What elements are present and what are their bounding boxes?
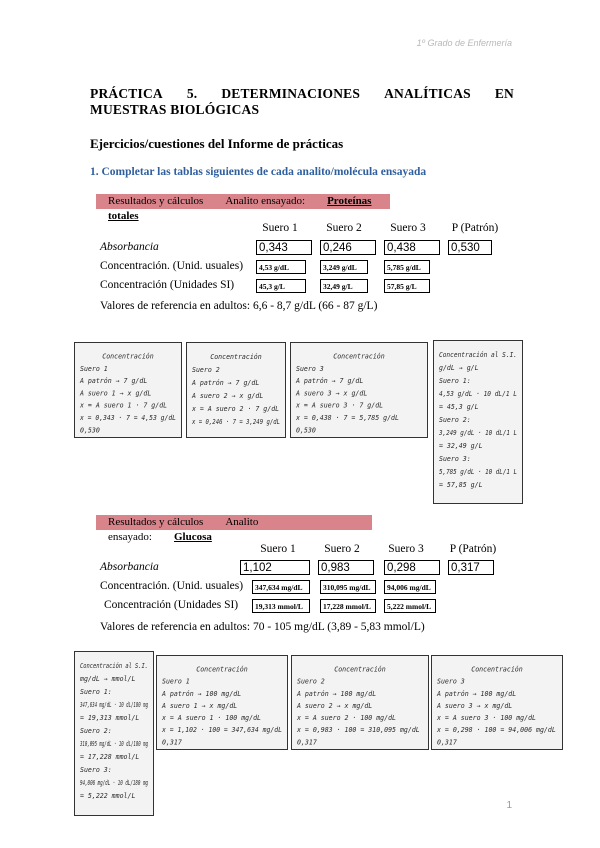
handwritten-line: Suero 3: — [439, 454, 471, 464]
handwritten-line: = 19,313 mmol/L — [80, 713, 140, 723]
handwritten-line: x = A suero 1 · 7 g/dL — [79, 400, 168, 410]
handwritten-line: x = A suero 1 · 100 mg/dL — [161, 713, 261, 723]
handwritten-line: Suero 2 — [192, 365, 220, 375]
handwritten-line: Suero 1 — [162, 676, 190, 686]
handwritten-line: Concentración — [333, 351, 385, 361]
column-header-suero-1: Suero 1 — [260, 543, 296, 555]
handwritten-note-proteinas-si — [433, 340, 523, 504]
conc-si-suero-1: 45,3 g/L — [256, 279, 306, 293]
handwritten-note-glucosa-suero-3 — [431, 655, 563, 750]
handwritten-line: x = 0,298 · 100 = 94,006 mg/dL — [436, 725, 556, 735]
handwritten-line: Concentración — [471, 664, 523, 674]
handwritten-line: 3,249 g/dL · 10 dL/1 L — [438, 428, 517, 438]
handwritten-line: A suero 3 → x mg/dL — [436, 700, 513, 710]
handwritten-line: Concentración al S.I. — [439, 350, 517, 360]
handwritten-line: 4,53 g/dL · 10 dL/1 L — [439, 389, 517, 399]
handwritten-line: A suero 2 → x g/dL — [191, 391, 264, 401]
conc-usual-suero-2: 310,095 mg/dL — [320, 580, 376, 594]
handwritten-line: Suero 2 — [297, 676, 325, 686]
title-word: ANALÍTICAS — [384, 86, 471, 101]
column-header-patron: P (Patrón) — [449, 543, 497, 555]
column-header-patron: P (Patrón) — [451, 222, 499, 234]
handwritten-line: = 17,228 mmol/L — [80, 752, 140, 762]
handwritten-line: 0,530 — [296, 425, 316, 435]
handwritten-note-proteinas-suero-1 — [74, 342, 182, 438]
question-1: 1. Completar las tablas siguientes de cada analito/molécula ensayada — [90, 166, 427, 178]
band-label: Analito ensayado: — [108, 516, 259, 543]
handwritten-line: x = 0,246 · 7 = 3,249 g/dL — [191, 417, 280, 427]
handwritten-line: Concentración — [334, 664, 386, 674]
handwritten-note-glucosa-si — [74, 651, 154, 816]
section-subtitle: Ejercicios/cuestiones del Informe de prácticas — [90, 136, 344, 151]
title-word: 5. — [186, 86, 198, 101]
handwritten-line: 94,006 mg/dL · 10 dL/180 mg — [80, 778, 149, 788]
handwritten-line: x = 0,343 · 7 = 4,53 g/dL — [79, 413, 176, 423]
conc-si-label: Concentración (Unidades SI) — [104, 599, 239, 611]
handwritten-line: Suero 1 — [80, 363, 108, 373]
absorbance-suero-1: 1,102 — [240, 560, 310, 575]
conc-si-suero-1: 19,313 mmol/L — [252, 599, 310, 613]
conc-usual-label: Concentración. (Unid. usuales) — [100, 580, 244, 592]
handwritten-line: Suero 2: — [80, 726, 112, 736]
handwritten-line: 0,317 — [297, 737, 318, 747]
results-band-glucosa — [96, 515, 372, 543]
handwritten-line: x = 1,102 · 100 = 347,634 mg/dL — [161, 725, 282, 735]
handwritten-line: 347,634 mg/dL · 10 dL/180 mg — [79, 700, 149, 710]
conc-usual-suero-2: 3,249 g/dL — [320, 260, 368, 274]
conc-si-suero-3: 5,222 mmol/L — [384, 599, 436, 613]
handwritten-line: 5,785 g/dL · 10 dL/1 L — [439, 467, 517, 477]
handwritten-note-image — [292, 656, 428, 749]
absorbance-suero-3: 0,438 — [384, 240, 440, 255]
absorbance-suero-2: 0,983 — [318, 560, 374, 575]
column-header-suero-3: Suero 3 — [390, 222, 426, 234]
handwritten-line: Concentración — [102, 351, 154, 361]
handwritten-line: A patrón → 7 g/dL — [191, 378, 260, 388]
title-word: PRÁCTICA — [90, 86, 163, 101]
conc-si-suero-3: 57,85 g/L — [384, 279, 430, 293]
handwritten-line: A patrón → 7 g/dL — [295, 376, 364, 386]
conc-usual-suero-3: 5,785 g/dL — [384, 260, 430, 274]
handwritten-line: Suero 3 — [437, 676, 465, 686]
handwritten-line: Suero 3 — [296, 363, 324, 373]
handwritten-line: 0,317 — [437, 737, 458, 747]
handwritten-line: = 32,49 g/L — [439, 441, 483, 451]
conc-si-suero-2: 32,49 g/L — [320, 279, 368, 293]
absorbance-label: Absorbancia — [100, 561, 159, 573]
column-header-suero-2: Suero 2 — [324, 543, 360, 555]
conc-usual-suero-3: 94,006 mg/dL — [384, 580, 436, 594]
handwritten-line: Suero 3: — [80, 765, 112, 775]
handwritten-line: = 45,3 g/L — [439, 402, 479, 412]
handwritten-line: mg/dL → mmol/L — [79, 674, 136, 684]
absorbance-suero-1: 0,343 — [256, 240, 312, 255]
page-header: 1º Grado de Enfermería — [416, 38, 512, 48]
analyte-name: Proteínas totales — [108, 195, 372, 222]
handwritten-line: A suero 3 → x g/dL — [295, 388, 368, 398]
handwritten-line: 0,317 — [162, 737, 183, 747]
absorbance-suero-2: 0,246 — [320, 240, 376, 255]
band-label: Resultados y cálculos — [108, 195, 204, 207]
handwritten-line: 310,095 mg/dL · 10 dL/180 mg — [79, 739, 149, 749]
handwritten-line: x = 0,983 · 100 = 310,095 mg/dL — [296, 725, 420, 735]
handwritten-note-image — [432, 656, 562, 749]
absorbance-patron: 0,317 — [448, 560, 494, 575]
handwritten-note-proteinas-suero-3 — [290, 342, 428, 438]
conc-si-label: Concentración (Unidades SI) — [100, 279, 235, 291]
handwritten-line: = 57,85 g/L — [439, 480, 483, 490]
absorbance-suero-3: 0,298 — [384, 560, 440, 575]
title-word: DETERMINACIONES — [221, 86, 361, 101]
handwritten-line: Concentración — [210, 352, 262, 362]
handwritten-line: A patrón → 100 mg/dL — [436, 688, 517, 698]
handwritten-note-image — [291, 343, 427, 437]
handwritten-line: x = A suero 3 · 100 mg/dL — [436, 713, 536, 723]
absorbance-patron: 0,530 — [448, 240, 492, 255]
title-word: EN — [494, 86, 514, 101]
handwritten-line: A patrón → 100 mg/dL — [296, 688, 377, 698]
column-header-suero-3: Suero 3 — [388, 543, 424, 555]
document-title — [90, 86, 514, 118]
conc-usual-suero-1: 4,53 g/dL — [256, 260, 306, 274]
column-header-suero-1: Suero 1 — [262, 222, 298, 234]
handwritten-note-glucosa-suero-2 — [291, 655, 429, 750]
page-number: 1 — [506, 800, 512, 811]
reference-values-glucosa: Valores de referencia en adultos: 70 - 105 mg/dL (3,89 - 5,83 mmol/L) — [100, 621, 425, 633]
handwritten-line: Suero 1: — [439, 376, 471, 386]
handwritten-note-image — [434, 341, 522, 503]
band-label: Analito ensayado: — [225, 195, 306, 207]
handwritten-line: x = A suero 3 · 7 g/dL — [295, 400, 384, 410]
handwritten-line: x = A suero 2 · 100 mg/dL — [296, 713, 396, 723]
handwritten-line: A suero 1 → x mg/dL — [161, 700, 238, 710]
handwritten-line: A suero 2 → x mg/dL — [296, 700, 373, 710]
column-header-suero-2: Suero 2 — [326, 222, 362, 234]
handwritten-line: x = A suero 2 · 7 g/dL — [191, 404, 280, 414]
handwritten-note-image — [75, 343, 181, 437]
handwritten-line: A patrón → 7 g/dL — [79, 376, 148, 386]
handwritten-note-image — [157, 656, 287, 749]
handwritten-line: Suero 1: — [80, 687, 112, 697]
results-band-proteinas — [96, 194, 390, 222]
handwritten-line: A patrón → 100 mg/dL — [161, 688, 242, 698]
absorbance-label: Absorbancia — [100, 241, 159, 253]
handwritten-line: 0,530 — [80, 425, 100, 435]
conc-si-suero-2: 17,228 mmol/L — [320, 599, 376, 613]
reference-values-proteinas: Valores de referencia en adultos: 6,6 - 8,7 g/dL (66 - 87 g/L) — [100, 300, 378, 312]
handwritten-line: g/dL → g/L — [439, 363, 479, 373]
title-line-2: MUESTRAS BIOLÓGICAS — [90, 102, 260, 117]
analyte-name: Glucosa — [173, 531, 212, 543]
handwritten-line: A suero 1 → x g/dL — [79, 388, 152, 398]
band-label: Resultados y cálculos — [108, 516, 204, 528]
handwritten-line: x = 0,438 · 7 = 5,785 g/dL — [295, 413, 399, 423]
conc-usual-label: Concentración. (Unid. usuales) — [100, 260, 244, 272]
handwritten-line: Suero 2: — [439, 415, 471, 425]
handwritten-line: Concentración al S.I. — [80, 661, 148, 671]
handwritten-note-proteinas-suero-2 — [186, 342, 286, 438]
handwritten-line: = 5,222 mmol/L — [80, 791, 136, 801]
conc-usual-suero-1: 347,634 mg/dL — [252, 580, 310, 594]
handwritten-note-image — [187, 343, 285, 437]
handwritten-note-glucosa-suero-1 — [156, 655, 288, 750]
handwritten-note-image — [75, 652, 153, 815]
handwritten-line: Concentración — [196, 664, 248, 674]
